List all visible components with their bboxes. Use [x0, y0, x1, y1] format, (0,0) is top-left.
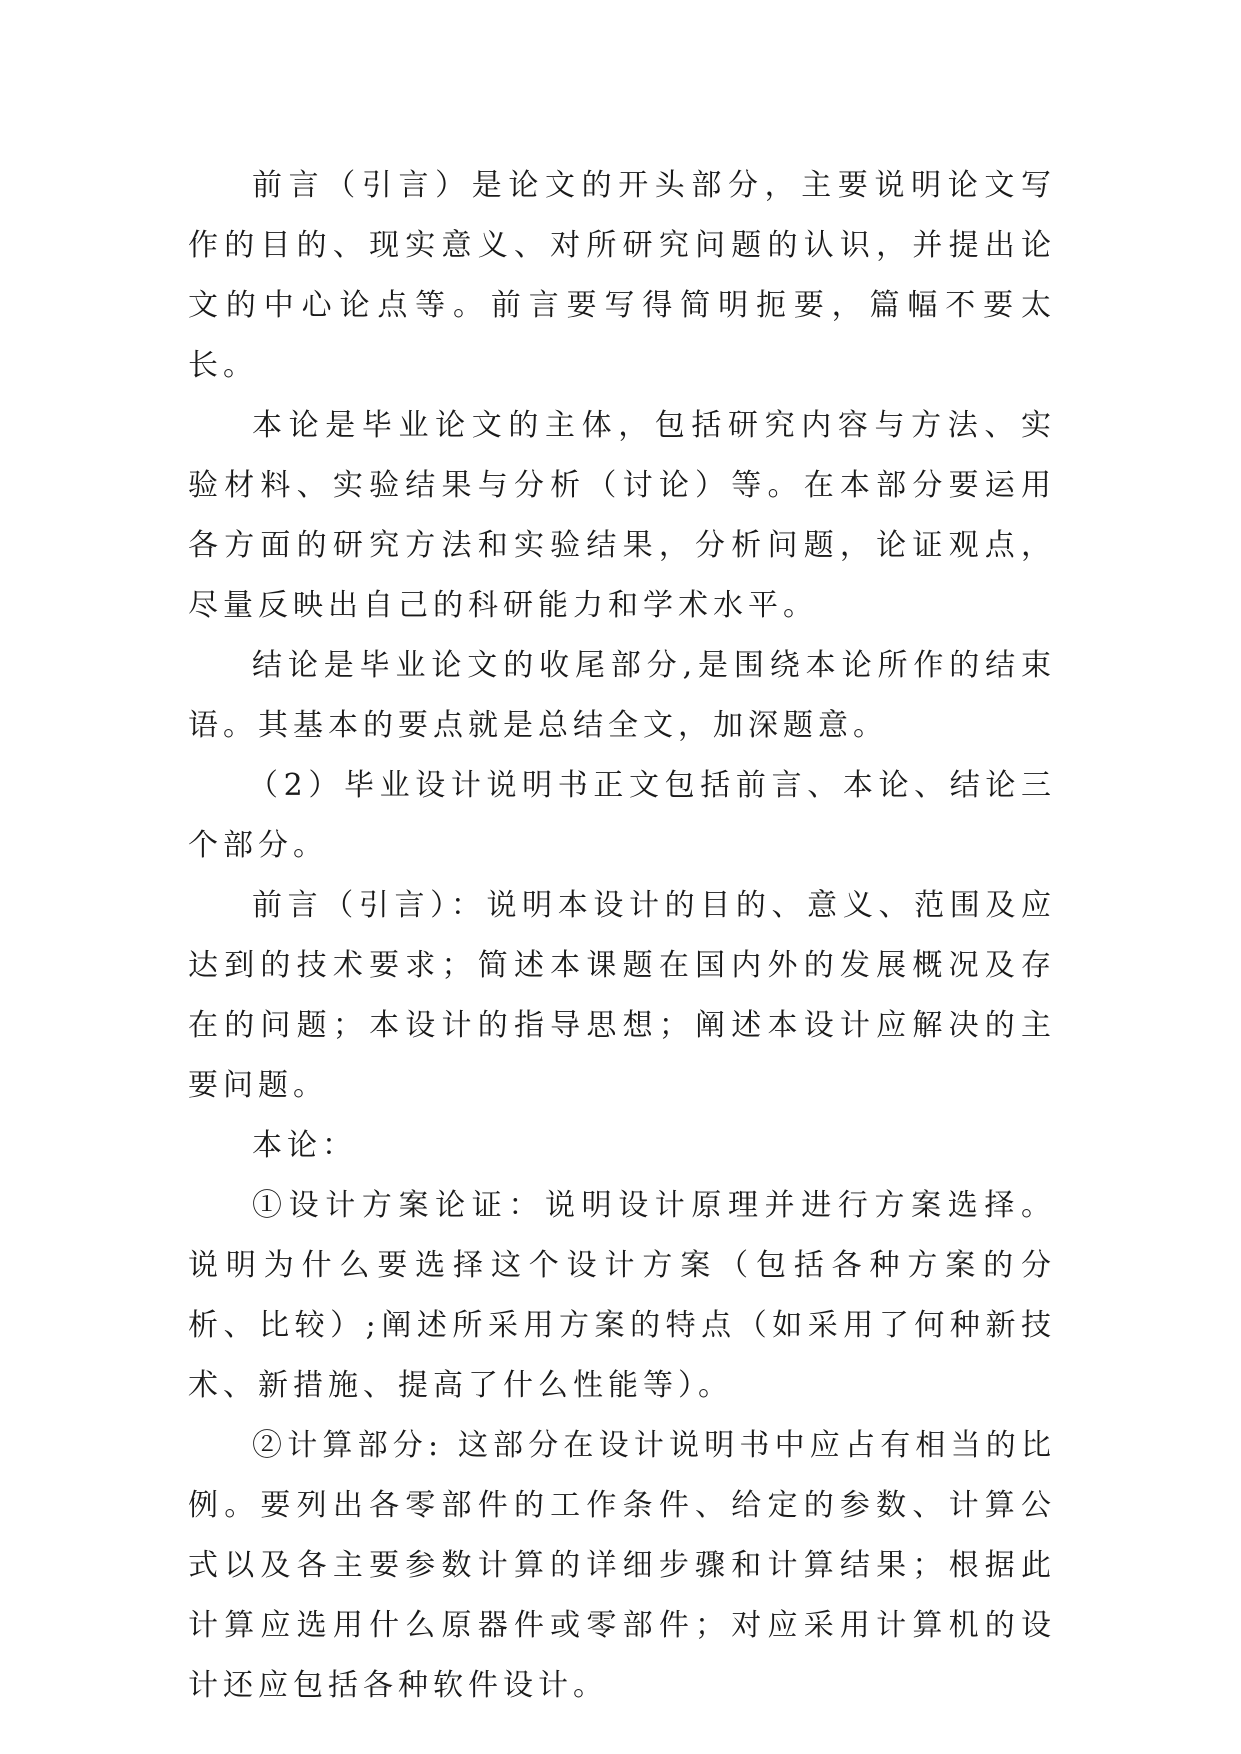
- document-body: [188, 156, 1056, 1716]
- paragraph-conclusion-thesis: 结论是毕业论文的收尾部分,是围绕本论所作的结束语。其基本的要点就是总结全文，加深题意。: [188, 648, 1056, 743]
- paragraph-design-manual-structure: （2）毕业设计说明书正文包括前言、本论、结论三个部分。: [188, 768, 1056, 863]
- paragraph-preface-thesis: 前言（引言）是论文的开头部分，主要说明论文写作的目的、现实意义、对所研究问题的认识，并提出论文的中心论点等。前言要写得简明扼要，篇幅不要太长。: [188, 168, 1056, 383]
- paragraph-preface-design: 前言（引言）：说明本设计的目的、意义、范围及应达到的技术要求；简述本课题在国内外的发展概况及存在的问题；本设计的指导思想；阐述本设计应解决的主要问题。: [188, 888, 1056, 1103]
- paragraph-main-body-thesis: 本论是毕业论文的主体，包括研究内容与方法、实验材料、实验结果与分析（讨论）等。在本部分要运用各方面的研究方法和实验结果，分析问题，论证观点，尽量反映出自己的科研能力和学术水平。: [188, 408, 1056, 623]
- paragraph-calculation: ②计算部分: 这部分在设计说明书中应占有相当的比例。要列出各零部件的工作条件、给定的参数、计算公式以及各主要参数计算的详细步骤和计算结果；根据此计算应选用什么原器件或零部件；对应采用计算机的设计还应包括各种软件设计。: [188, 1428, 1056, 1703]
- paragraph-design-scheme: ①设计方案论证：说明设计原理并进行方案选择。说明为什么要选择这个设计方案（包括各种方案的分析、比较）;阐述所采用方案的特点（如采用了何种新技术、新措施、提高了什么性能等）。: [188, 1188, 1056, 1403]
- paragraph-main-body-heading: 本论：: [252, 1128, 357, 1163]
